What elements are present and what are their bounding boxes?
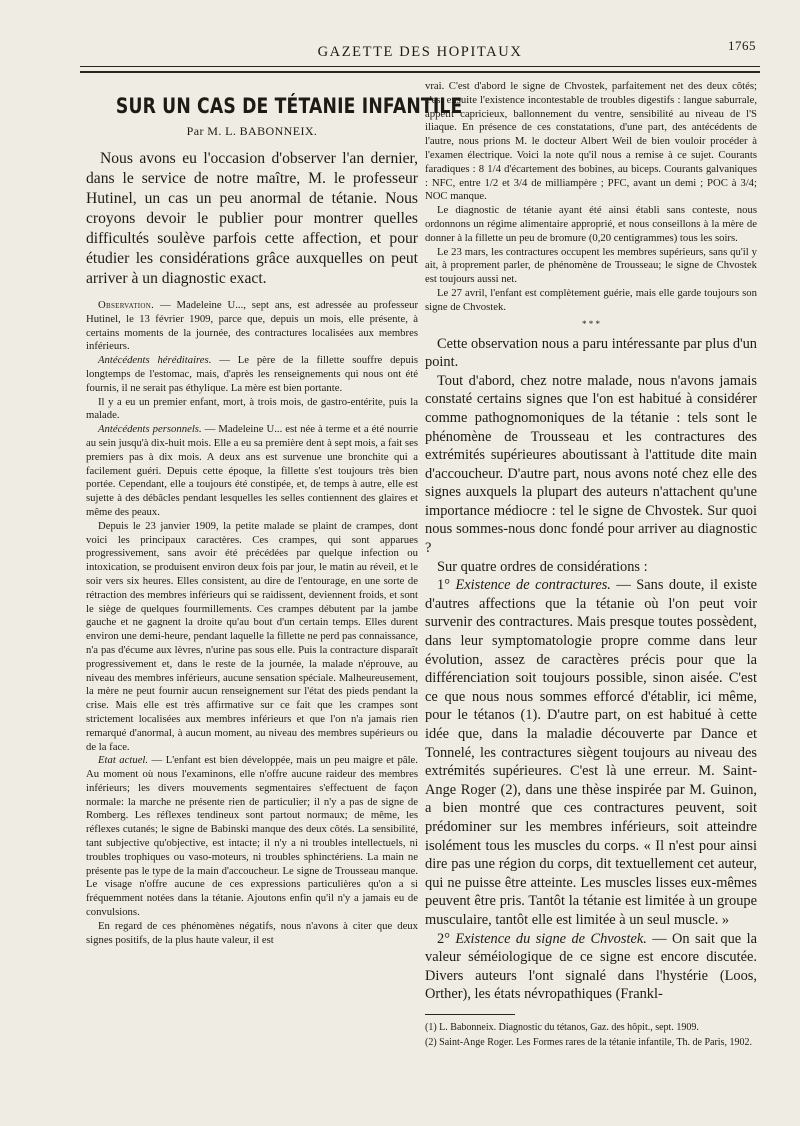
- intro-paragraph: Nous avons eu l'occasion d'observer l'an dernier, dans le service de notre maître, M. le professeur Hutinel, un cas un peu anormal de tétanie. Nous croyons devoir le publier pour montrer quelles difficultés soulève parfois cette affection, et pour étudier les considérations grâce auxquelles on peut arriver à un diagnostic exact.: [86, 150, 418, 287]
- discussion-paragraph: Sur quatre ordres de considérations :: [437, 558, 648, 575]
- page-number: 1765: [728, 38, 756, 53]
- diagnosis-paragraph: Le diagnostic de tétanie ayant été ainsi établi sans conteste, nous ordonnons un régime alimentaire approprié, et nous conseillons à la mère de donner à la fillette un peu de bromure (0,20 centigrammes) tous les soirs.: [425, 204, 757, 244]
- journal-name: GAZETTE DES HOPITAUX: [317, 44, 523, 60]
- footnote-rule: [425, 1014, 515, 1015]
- byline: Par M. L. BABONNEIX.: [186, 124, 318, 138]
- contractures-paragraph: 1° Existence de contractures. — Sans doute, il existe d'autres affections que la tétanie où l'on peut voir survenir des contractures. Mais presque toutes possèdent, dans leur symptomatologie propre comme dans leur évolution, assez de caractères précis pour que la différenciation soit toujours possible, sinon aisée. C'est ce que nous nous sommes efforcé d'établir, ici même, pour le tétanos (1). D'autre part, on est habitué à cette idée que, dans la maladie découverte par Dance et Tonnelé, les contractures siègent toujours au niveau des extrémités supérieures. C'est là une erreur. M. Saint-Ange Roger (2), dans une thèse inspirée par M. Guinon, a bien montré que ces contractures peuvent, soit prédominer sur les membres inférieurs, soit atteindre isolément tous les muscles du corps. « Il n'est pour ainsi dire pas une région du corps, dit textuellement cet auteur, qui ne puisse être atteinte. Les muscles lisses eux-mêmes peuvent être pris. Tantôt la tétanie est limitée à un groupe musculaire, tantôt elle est limitée à un seul muscle. »: [425, 577, 757, 928]
- section-heading: Existence du signe de Chvostek.: [455, 930, 647, 947]
- march-paragraph: Le 23 mars, les contractures occupent les membres supérieurs, sans qu'il y ait, à proprement parler, de phénomène de Trousseau; le signe de Chvostek est toujours aussi net.: [425, 245, 757, 286]
- header-double-rule: [80, 71, 760, 73]
- section-separator: * * *: [582, 318, 600, 329]
- observation-paragraph: Observation. — Madeleine U..., sept ans, est adressée au professeur Hutinel, le 13 février 1909, parce que, depuis un mois, elle présente, à certains moments de la journée, des contractures localisées aux membres inférieurs.: [86, 299, 418, 353]
- discussion-paragraph: Tout d'abord, chez notre malade, nous n'avons jamais constaté certains signes que l'on est habitué à considérer comme pathognomoniques de la tétanie : tels sont le phénomène de Trousseau et les contractures des extrémités supérieures aboutissant à l'attitude dite main d'accoucheur. D'autre part, nous avons noté chez elle des signes auxquels la plupart des auteurs n'attachent qu'une importance médiocre : tel le signe de Chvostek. Sur quoi nous sommes-nous donc fondé pour arriver au diagnostic ?: [425, 372, 757, 557]
- footnote: (1) L. Babonneix. Diagnostic du tétanos, Gaz. des hôpit., sept. 1909.: [425, 1021, 699, 1033]
- footnote: (2) Saint-Ange Roger. Les Formes rares de la tétanie infantile, Th. de Paris, 1902.: [425, 1037, 752, 1049]
- positive-signs-paragraph: En regard de ces phénomènes négatifs, nous n'avons à citer que deux signes positifs, de la plus haute valeur, il est: [86, 919, 418, 946]
- article-title: SUR UN CAS DE TÉTANIE INFANTILE: [115, 94, 463, 118]
- april-paragraph: Le 27 avril, l'enfant est complètement guérie, mais elle garde toujours son signe de Chvostek.: [425, 286, 757, 313]
- cramps-paragraph: Depuis le 23 janvier 1909, la petite malade se plaint de crampes, dont voici les principaux caractères. Ces crampes, qui sont apparues progressivement, sans avoir été précédées par quelque infection ou intoxication, se produisent environ deux fois par jour, le matin au réveil, et le soir vers six heures. Elles consistent, au dire de l'entourage, en une sorte de rétraction des membres inférieurs qui se raidissent, deviennent froids, et sont le siège de quelques fourmillements. Ces crampes débutent par la jambe gauche et ne gagnent la droite qu'au bout d'un certain temps. Elles durent environ une demi-heure, pendant laquelle la fillette ne perd pas connaissance, n'a pas d'écume aux lèvres, n'urine pas sous elle. Puis la contracture disparaît progressivement et, dans le reste de la journée, la malade n'éprouve, au niveau des membres inférieurs, aucune sensation spéciale. Malheureusement, la mère ne peut fournir aucun renseignement sur l'état des pieds pendant la crise. Mais elle est très affirmative sur ce fait que les crampes sont strictement localisées aux membres inférieurs et que l'on n'a jamais rien remarqué d'anormal, à aucun moment, au niveau des membres supérieurs ou de la face.: [86, 519, 418, 753]
- paragraph-lead: Etat actuel.: [98, 754, 149, 767]
- chvostek-sign-paragraph: 2° Existence du signe de Chvostek. — On sait que la valeur séméiologique de ce signe est encore discutée. Divers auteurs l'ont signalé dans l'hystérie (Loos, Orther), les états névropathiques (Frankl-: [425, 930, 757, 1003]
- paragraph-lead: Observation.: [98, 299, 155, 311]
- discussion-paragraph: Cette observation nous a paru intéressante par plus d'un point.: [425, 335, 757, 371]
- sibling-paragraph: Il y a eu un premier enfant, mort, à trois mois, de gastro-entérite, puis la malade.: [86, 395, 418, 422]
- section-heading: Existence de contractures.: [455, 577, 611, 594]
- personal-history-paragraph: Antécédents personnels. — Madeleine U... est née à terme et a été nourrie au sein jusqu'à dix-huit mois. Elle a eu sa première dent à sept mois, a fait ses premiers pas à dix mois. A deux ans est survenue une bronchite qui a facilement guéri. Depuis cette époque, la fillette s'est toujours très bien portée. Cependant, elle a toujours été constipée, et, de temps à autre, elle est sujette à des débâcles pendant lesquelles les selles contiennent des glaires et même des peaux.: [86, 423, 418, 518]
- heredity-paragraph: Antécédents héréditaires. — Le père de la fillette souffre depuis longtemps de l'estomac, mais, d'après les renseignements qui nous ont été fournis, il ne serait pas éthylique. La mère est bien portante.: [86, 354, 418, 394]
- left-column: [86, 80, 463, 947]
- paragraph-lead: Antécédents héréditaires.: [98, 354, 212, 367]
- header-rule: [80, 66, 760, 67]
- paragraph-lead: Antécédents personnels.: [98, 423, 202, 436]
- current-state-paragraph: Etat actuel. — L'enfant est bien développée, mais un peu maigre et pâle. Au moment où nous l'examinons, elle n'offre aucune raideur des membres inférieurs; les divers mouvements segmentaires s'effectuent de façon normale: la marche ne présente rien de particulier; il n'y a pas de signe de Romberg. Les réflexes tendineux sont partout normaux; de même, les réflexes cutanés; le signe de Babinski manque des deux côtés. La sensibilité, tant subjective qu'objective, est intacte; il n'y a ni troubles intellectuels, ni troubles trophiques ou vaso-moteurs, ni troubles sphinctériens. La main ne présente pas le type de la main d'accoucheur. Le signe de Trousseau manque. Le visage n'offre aucune de ces expressions particulières qu'on a si fréquemment notées dans la tétanie. Ajoutons enfin qu'il n'y a jamais eu de convulsions.: [86, 754, 418, 919]
- running-head: [80, 38, 760, 66]
- right-column: [425, 80, 757, 1052]
- chvostek-paragraph: vrai. C'est d'abord le signe de Chvostek, parfaitement net des deux côtés; c'est ensuite l'existence incontestable de troubles digestifs : langue saburrale, appétit capricieux, ballonnement du ventre, sensibilité au niveau de l'S iliaque. En présence de ces constatations, d'une part, des antécédents de l'autre, nous prions M. le docteur Albert Weil de bien vouloir procéder à l'examen électrique. Voici la note qu'il nous a remise à ce sujet. Courants faradiques : 8 1/4 d'écartement des bobines, au biceps. Courants galvaniques : NFC, entre 1/2 et 3/4 de milliampère ; PFC, avant un demi ; POC à 3/4; NOC manque.: [425, 80, 757, 203]
